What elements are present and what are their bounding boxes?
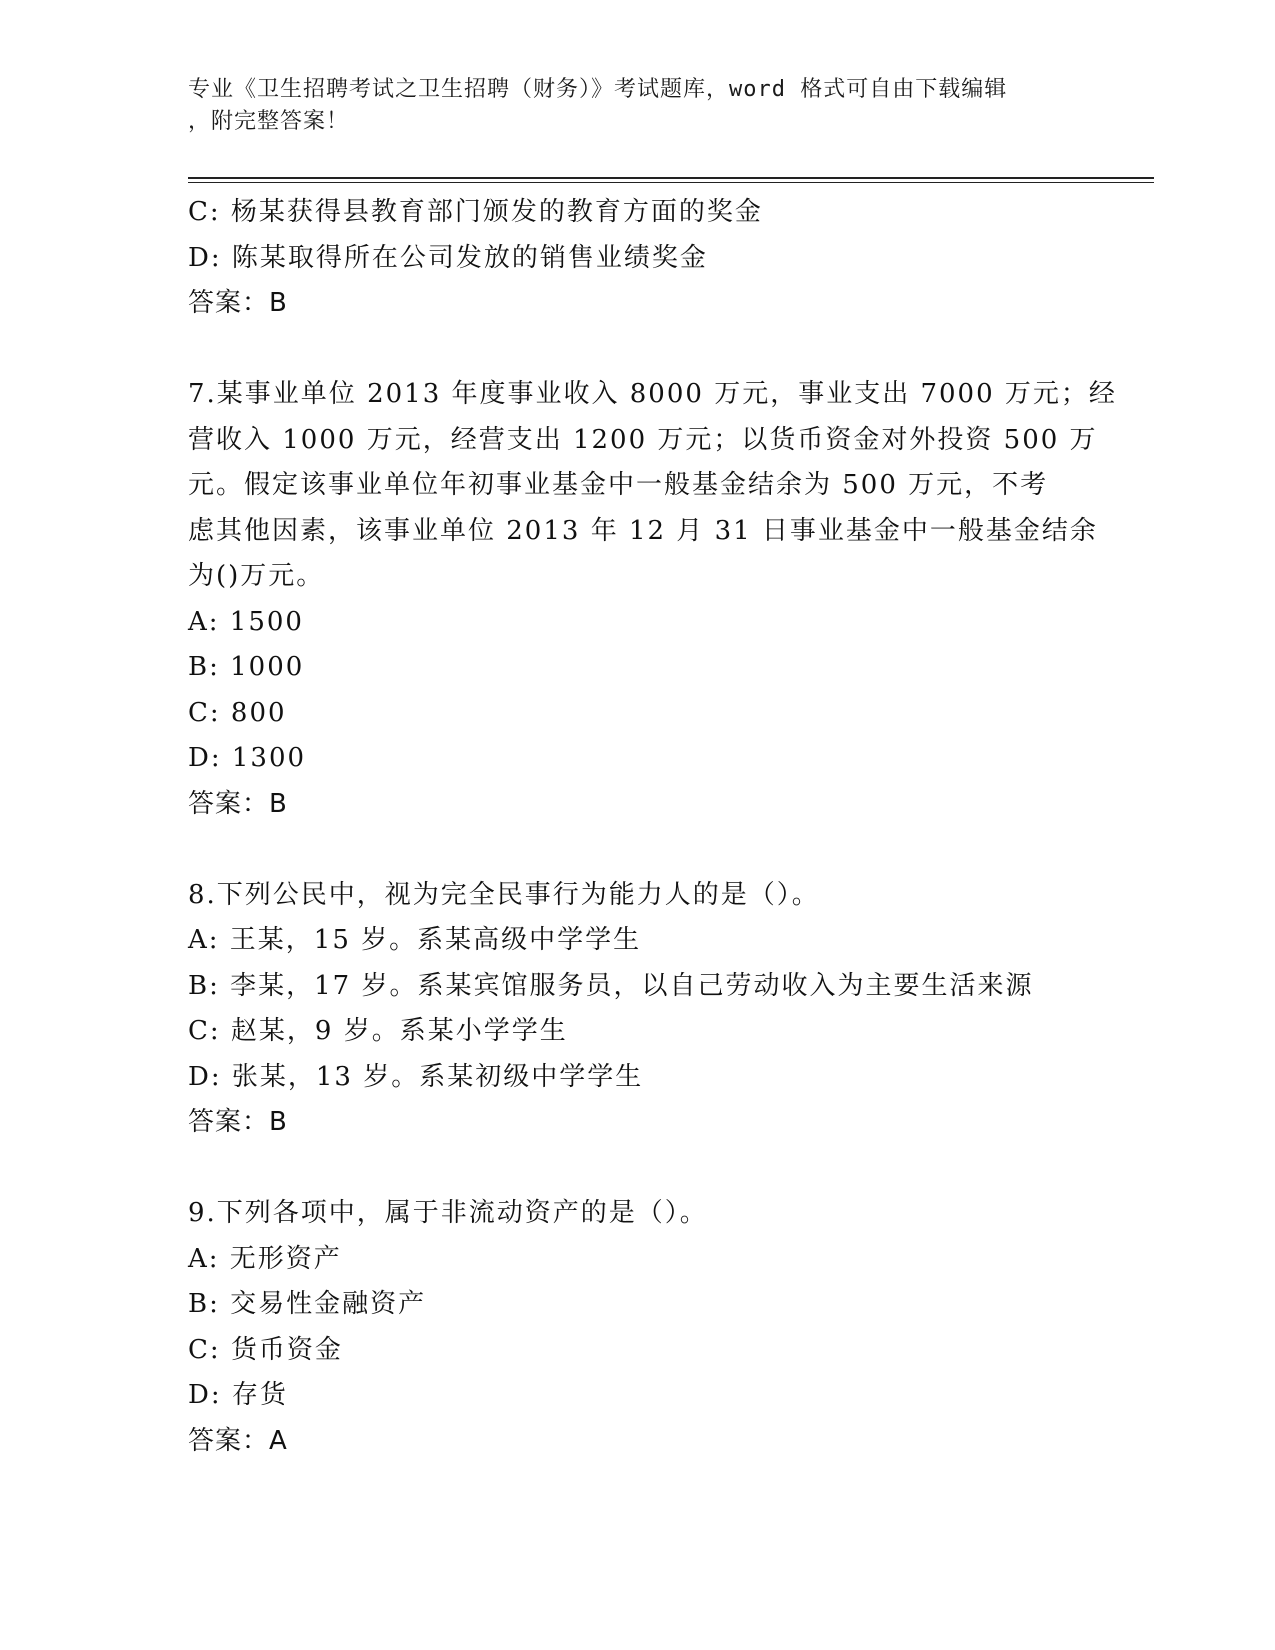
question-8 — [188, 873, 1088, 1146]
option-c: C: 货币资金 — [188, 1334, 343, 1365]
option-c: C: 赵某，9 岁。系某小学学生 — [188, 1016, 568, 1046]
document-body — [188, 190, 1117, 1464]
question-text-line: 元。假定该事业单位年初事业基金中一般基金结余为 500 万元，不考 — [188, 470, 1049, 500]
header-line-1: 专业《卫生招聘考试之卫生招聘（财务）》考试题库，word 格式可自由下载编辑 — [188, 77, 1008, 102]
question-text-line: 为()万元。 — [188, 561, 325, 591]
option-b: B: 交易性金融资产 — [188, 1289, 427, 1319]
option-d: D: 1300 — [188, 743, 307, 773]
question-text-line: 7.某事业单位 2013 年度事业收入 8000 万元，事业支出 7000 万元；经 — [188, 379, 1117, 409]
option-b: B: 1000 — [188, 652, 305, 682]
option-a: A: 1500 — [188, 606, 304, 637]
option-a: A: 无形资产 — [188, 1243, 342, 1274]
question-text-line: 营收入 1000 万元，经营支出 1200 万元；以货币资金对外投资 500 万 — [188, 424, 1098, 455]
option-d: D: 存货 — [188, 1380, 288, 1410]
spacer — [188, 827, 1088, 873]
question-text: 9.下列各项中，属于非流动资产的是（）。 — [188, 1198, 708, 1228]
question-7 — [188, 372, 1117, 827]
spacer — [188, 1146, 1088, 1192]
answer-line: 答案：B — [188, 288, 288, 318]
question-6-tail — [188, 190, 1088, 327]
option-d: D: 张某，13 岁。系某初级中学学生 — [188, 1061, 644, 1092]
option-a: A: 王某，15 岁。系某高级中学学生 — [188, 925, 642, 955]
question-9 — [188, 1191, 1088, 1464]
option-c: C: 杨某获得县教育部门颁发的教育方面的奖金 — [188, 197, 763, 227]
spacer — [188, 327, 1088, 373]
page-header — [188, 74, 1088, 138]
header-line-2: ，附完整答案！ — [188, 109, 350, 134]
question-text-line: 虑其他因素，该事业单位 2013 年 12 月 31 日事业基金中一般基金结余 — [188, 515, 1098, 546]
answer-line: 答案：A — [188, 1425, 288, 1456]
option-b: B: 李某，17 岁。系某宾馆服务员，以自己劳动收入为主要生活来源 — [188, 970, 1034, 1001]
answer-line: 答案：B — [188, 1107, 288, 1137]
question-text: 8.下列公民中，视为完全民事行为能力人的是（）。 — [188, 879, 820, 910]
option-c: C: 800 — [188, 697, 287, 728]
header-divider — [188, 177, 1154, 183]
option-d: D: 陈某取得所在公司发放的销售业绩奖金 — [188, 242, 708, 273]
answer-line: 答案：B — [188, 788, 288, 819]
